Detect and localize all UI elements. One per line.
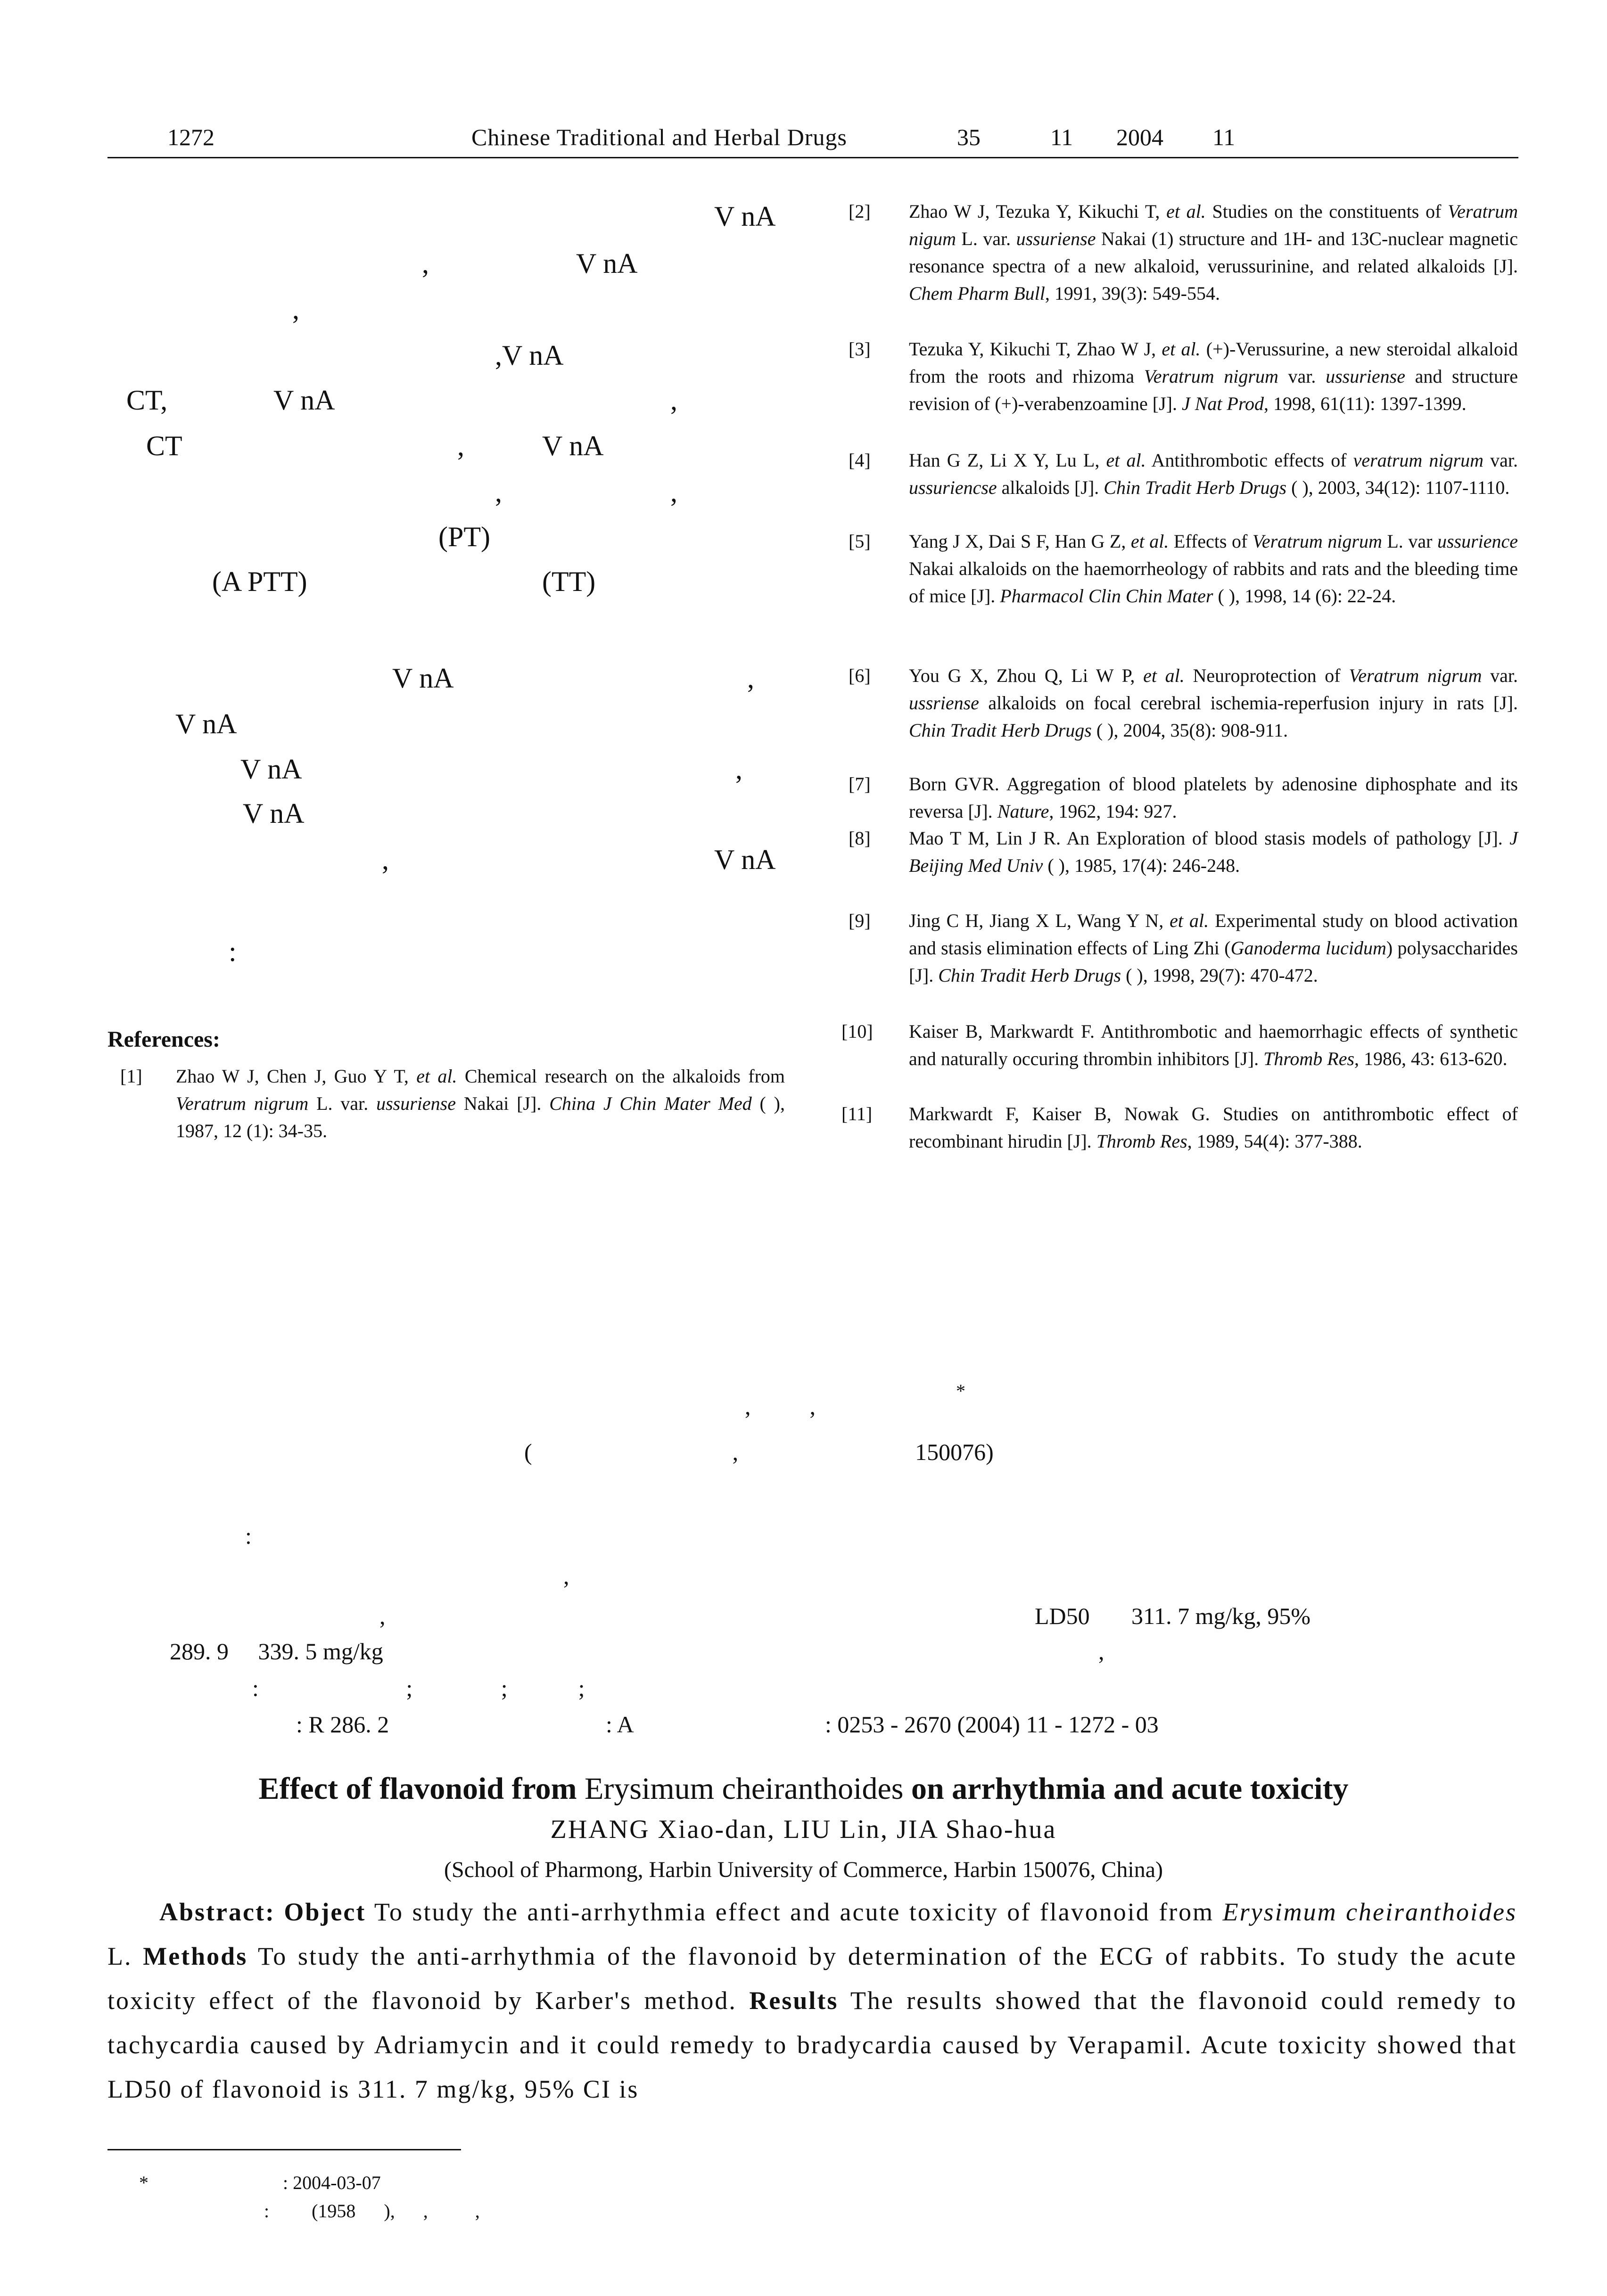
body-fragment: ,: [382, 844, 389, 875]
reference-item: [841, 1018, 1518, 1103]
body-fragment: V nA: [576, 248, 638, 279]
abstract-cn-fragment: :: [245, 1523, 252, 1549]
reference-text: Han G Z, Li X Y, Lu L, et al. Antithrombotic effects of veratrum nigrum var. ussuriencse alkaloids [J]. Chin Tradit Herb Drugs ( ), 2003, 34(12): 1107-1110.: [909, 450, 1518, 498]
abstract-ld50: LD50: [1035, 1603, 1090, 1629]
reference-item: [849, 528, 1518, 641]
reference-number: [7]: [849, 773, 871, 795]
keywords-cn: : ; ; ;: [252, 1675, 585, 1701]
reference-item: [841, 1100, 1518, 1185]
footnote-received: : 2004-03-07: [283, 2172, 381, 2193]
article-title-en: Effect of flavonoid from Erysimum cheiranthoides on arrhythmia and acute toxicity: [258, 1771, 1349, 1806]
body-fragment: :: [229, 936, 237, 967]
journal-year: 2004: [1116, 124, 1163, 150]
reference-text: You G X, Zhou Q, Li W P, et al. Neuroprotection of Veratrum nigrum var. ussriense alkaloids on focal cerebral ischemia-reperfusion injury in rats [J]. Chin Tradit Herb Drugs ( ), 2004, 35(8): 908-911.: [909, 665, 1518, 741]
reference-item: [120, 1063, 785, 1148]
body-fragment: CT,: [126, 385, 168, 416]
header-rule: [107, 157, 1518, 158]
journal-month: 11: [1212, 124, 1236, 150]
body-fragment: V nA: [240, 754, 302, 785]
body-fragment: ,: [457, 430, 464, 461]
body-fragment: (TT): [542, 566, 596, 597]
reference-text: Tezuka Y, Kikuchi T, Zhao W J, et al. (+)-Verussurine, a new steroidal alkaloid from the roots and rhizoma Veratrum nigrum var. ussuriense and structure revision of (+)-verabenzoamine [J]. J Nat Prod, 1998, 61(11): 1397-1399.: [909, 338, 1518, 414]
reference-text: Kaiser B, Markwardt F. Antithrombotic and haemorrhagic effects of synthetic and naturally occuring thrombin inhibitors [J]. Thromb Res, 1986, 43: 613-620.: [909, 1021, 1518, 1069]
reference-item: [849, 198, 1518, 311]
reference-item: [849, 447, 1518, 532]
abstract-cn-fragment: ,: [1098, 1638, 1104, 1665]
reference-item: [849, 771, 1518, 827]
reference-text: Zhao W J, Chen J, Guo Y T, et al. Chemical research on the alkaloids from Veratrum nigrum L. var. ussuriense Nakai [J]. China J Chin Mater Med ( ), 1987, 12 (1): 34-35.: [176, 1066, 785, 1141]
reference-item: [849, 825, 1518, 910]
abstract-en: Abstract: Object To study the anti-arrhythmia effect and acute toxicity of flavonoid from Erysimum cheiranthoides L. Methods To study the anti-arrhythmia of the flavonoid by determination of the ECG of rabbits. To study the acute toxicity effect of the flavonoid by Karber's method. Results The results showed that the flavonoid could remedy to tachycardia caused by Adriamycin and it could remedy to bradycardia caused by Verapamil. Acute toxicity showed that LD50 of flavonoid is 311. 7 mg/kg, 95% CI is: [107, 1898, 1517, 2103]
body-fragment: ,: [422, 248, 429, 279]
body-fragment: ,: [495, 476, 502, 508]
corresponding-asterisk: *: [956, 1380, 965, 1402]
reference-number: [1]: [120, 1066, 142, 1087]
reference-text: Jing C H, Jiang X L, Wang Y N, et al. Experimental study on blood activation and stasis elimination effects of Ling Zhi (Ganoderma lucidum) polysaccharides [J]. Chin Tradit Herb Drugs ( ), 1998, 29(7): 470-472.: [909, 910, 1518, 986]
body-fragment: ,: [670, 476, 677, 508]
references-heading: References:: [107, 1027, 220, 1052]
body-fragment: CT: [146, 430, 182, 461]
document-code: : A: [606, 1711, 634, 1738]
reference-number: [4]: [849, 450, 871, 471]
journal-issue: 11: [1050, 124, 1073, 150]
body-fragment: V nA: [714, 844, 776, 875]
abstract-ci-range: 289. 9 339. 5 mg/kg: [170, 1638, 383, 1665]
body-fragment: V nA: [542, 430, 604, 461]
reference-number: [11]: [841, 1103, 873, 1124]
body-fragment: ,: [735, 754, 742, 785]
reference-text: Zhao W J, Tezuka Y, Kikuchi T, et al. Studies on the constituents of Veratrum nigum L. var. ussuriense Nakai (1) structure and 1H- and 13C-nuclear magnetic resonance spectra of a new alkaloid, verussurinine, and related alkaloids [J]. Chem Pharm Bull, 1991, 39(3): 549-554.: [909, 201, 1518, 304]
body-fragment: (PT): [438, 521, 490, 552]
reference-text: Born GVR. Aggregation of blood platelets by adenosine diphosphate and its reversa [J]. Nature, 1962, 194: 927.: [909, 773, 1518, 822]
journal-volume: 35: [957, 124, 981, 150]
author-separators: , ,: [745, 1393, 816, 1419]
reference-number: [5]: [849, 531, 871, 552]
body-fragment: V nA: [714, 201, 776, 232]
body-fragment: V nA: [392, 663, 454, 694]
body-fragment: (A PTT): [212, 566, 307, 597]
body-fragment: ,V nA: [495, 340, 564, 371]
abstract-ld50-value: 311. 7 mg/kg, 95%: [1131, 1603, 1311, 1629]
article-id: : 0253 - 2670 (2004) 11 - 1272 - 03: [825, 1711, 1159, 1738]
abstract-cn-fragment: ,: [379, 1603, 386, 1629]
reference-item: [849, 662, 1518, 775]
reference-item: [849, 907, 1518, 1020]
footnote-rule: [107, 2149, 461, 2150]
authors-en: ZHANG Xiao-dan, LIU Lin, JIA Shao-hua: [550, 1815, 1057, 1844]
reference-number: [8]: [849, 828, 871, 849]
abstract-cn-fragment: ,: [563, 1563, 569, 1589]
body-fragment: ,: [747, 663, 754, 694]
body-fragment: V nA: [243, 798, 305, 829]
journal-title: Chinese Traditional and Herbal Drugs: [471, 124, 848, 150]
page-number: 1272: [167, 124, 214, 150]
reference-number: [2]: [849, 201, 871, 222]
body-fragment: V nA: [273, 385, 335, 416]
reference-text: Markwardt F, Kaiser B, Nowak G. Studies on antithrombotic effect of recombinant hirudin [J]. Thromb Res, 1989, 54(4): 377-388.: [909, 1103, 1518, 1152]
affiliation-en: (School of Pharmong, Harbin University of Commerce, Harbin 150076, China): [444, 1857, 1163, 1882]
reference-number: [9]: [849, 910, 871, 931]
reference-number: [10]: [841, 1021, 873, 1042]
footnote-author: : (1958 ), , ,: [264, 2200, 480, 2222]
reference-text: Mao T M, Lin J R. An Exploration of blood stasis models of pathology [J]. J Beijing Med Univ ( ), 1985, 17(4): 246-248.: [909, 828, 1518, 876]
reference-number: [6]: [849, 665, 871, 686]
footnote-mark: *: [139, 2172, 148, 2193]
body-fragment: V nA: [175, 708, 237, 739]
affiliation-cn: ( , 150076): [524, 1439, 994, 1465]
classification-number: : R 286. 2: [296, 1711, 389, 1738]
reference-item: [849, 336, 1518, 449]
body-fragment: ,: [292, 294, 299, 325]
body-fragment: ,: [670, 385, 677, 416]
reference-text: Yang J X, Dai S F, Han G Z, et al. Effects of Veratrum nigrum L. var ussurience Nakai alkaloids on the haemorrheology of rabbits and rats and the bleeding time of mice [J]. Pharmacol Clin Chin Mater ( ), 1998, 14 (6): 22-24.: [909, 531, 1518, 607]
reference-number: [3]: [849, 338, 871, 360]
